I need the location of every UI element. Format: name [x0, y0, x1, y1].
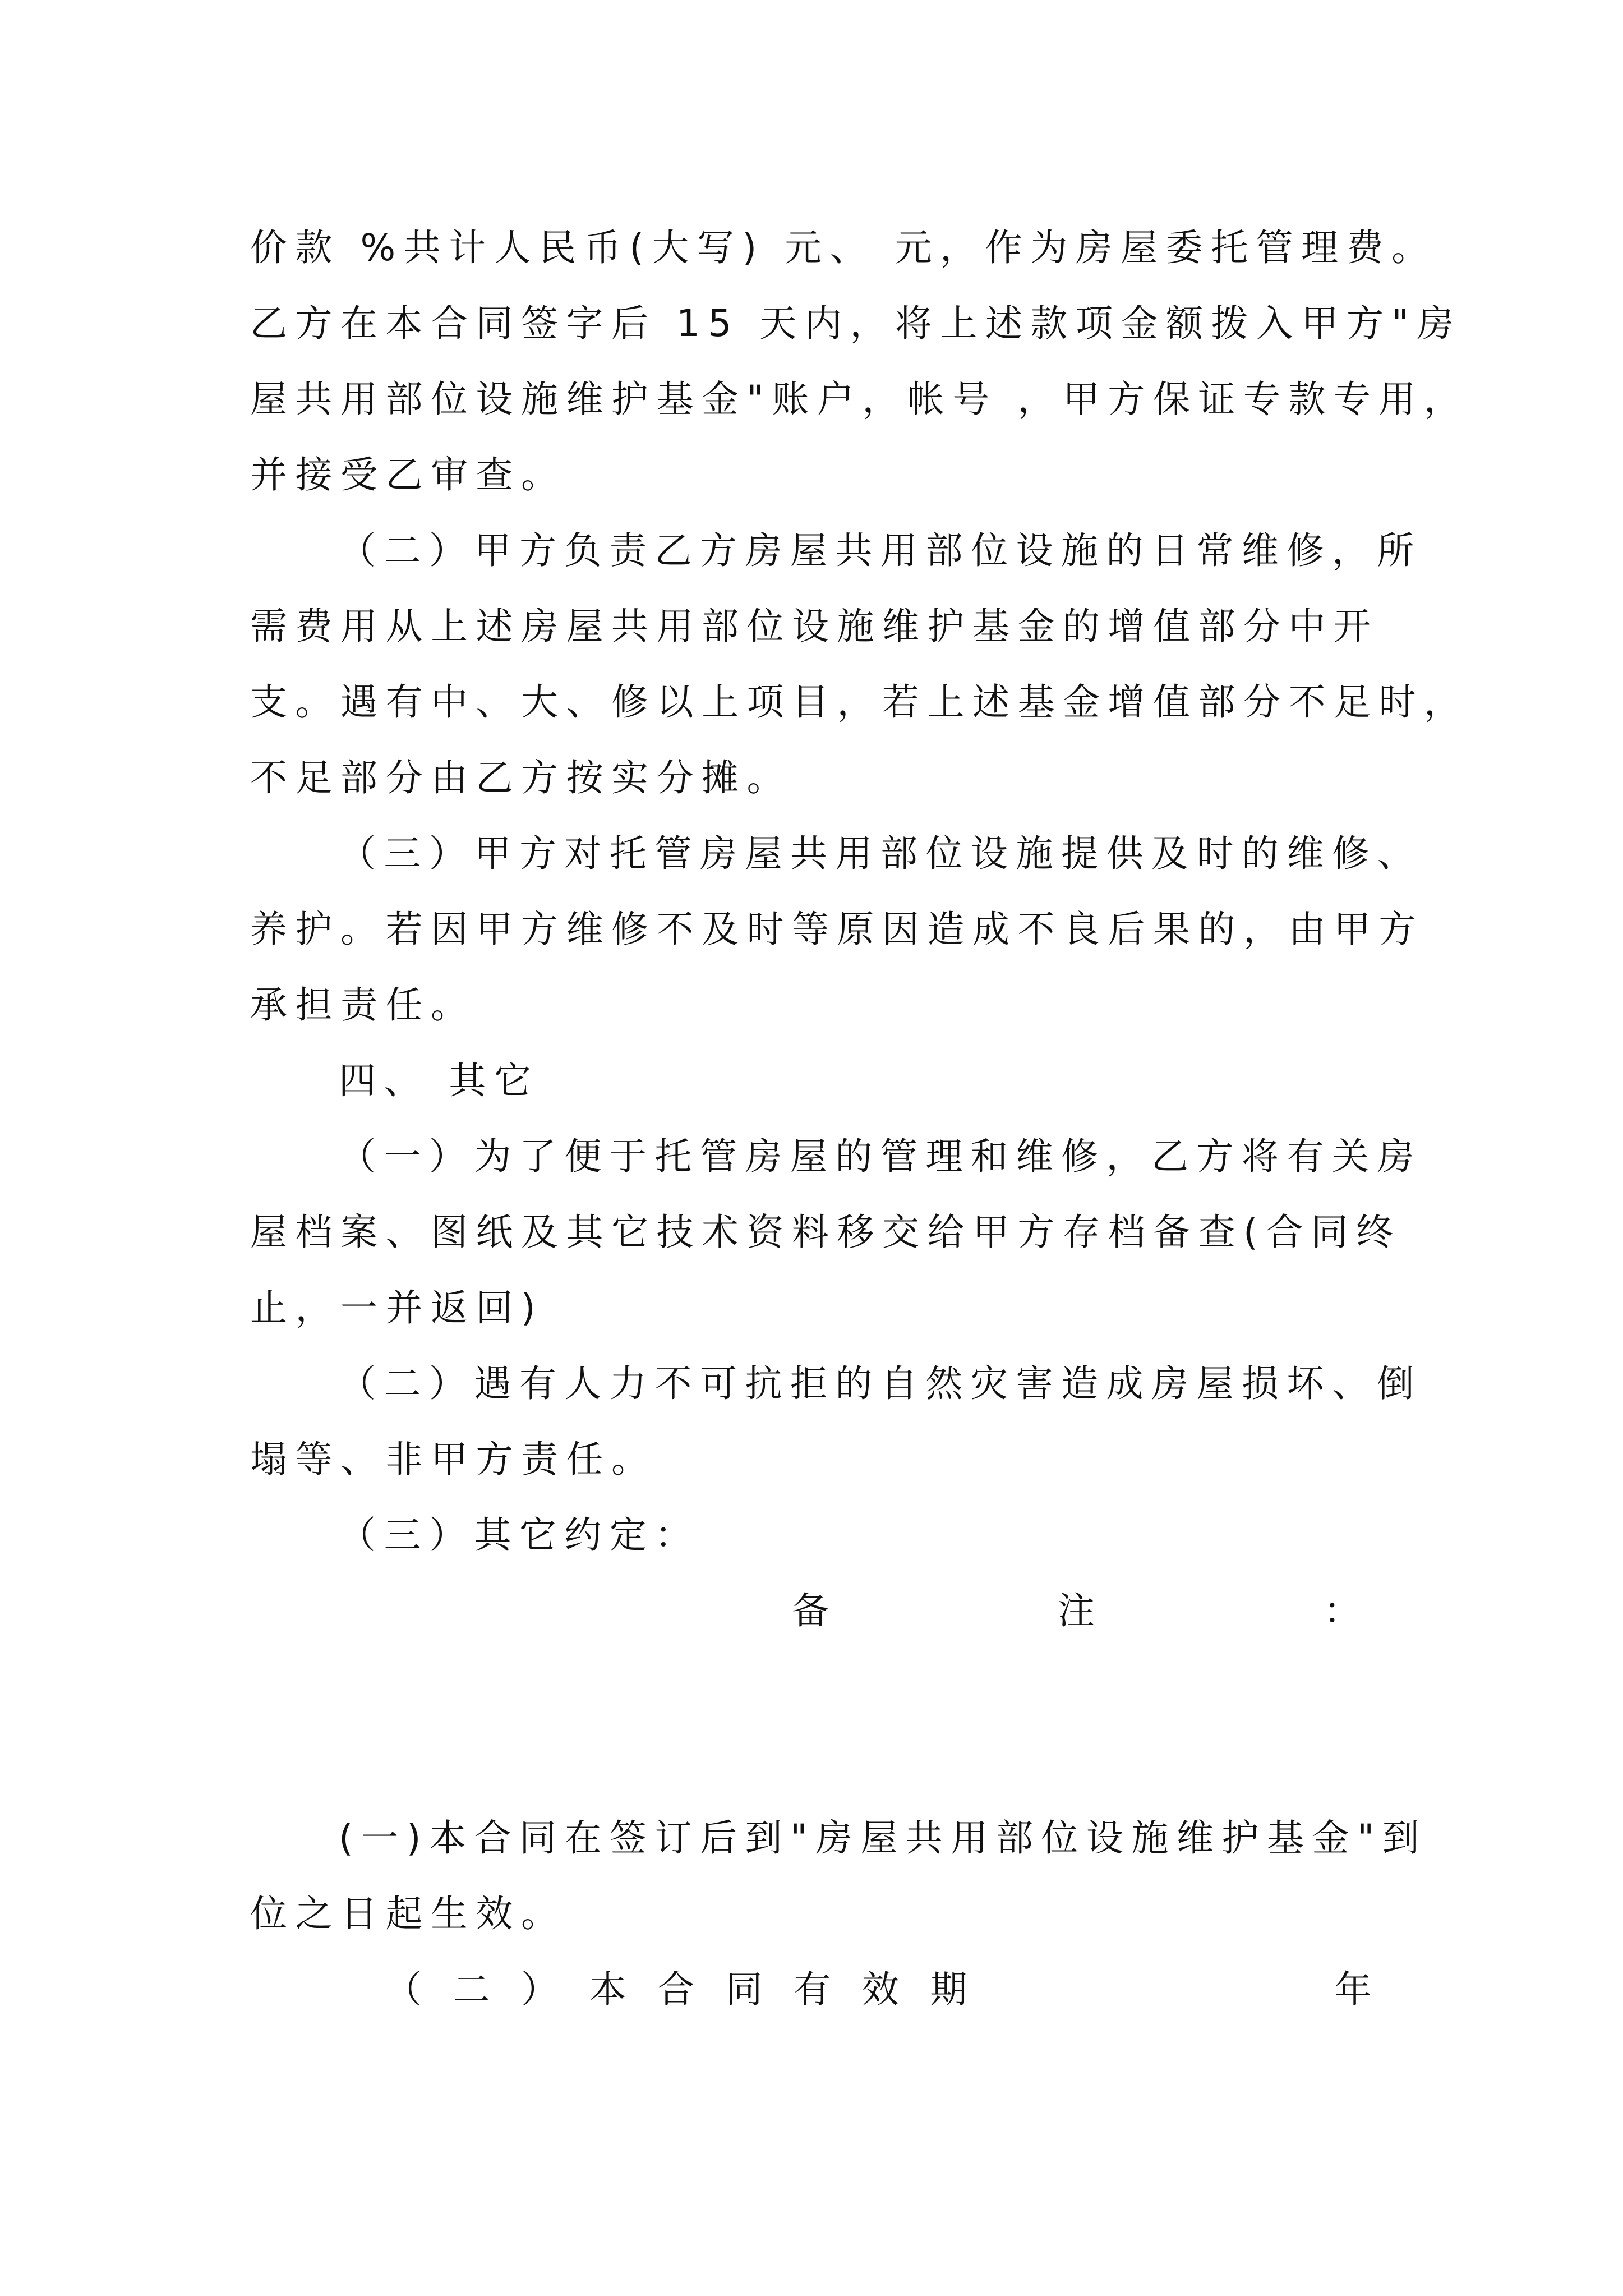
term-line — [385, 1967, 1372, 2012]
text-line: （三）其它约定： — [339, 1513, 700, 1557]
term-char: 合 — [657, 1968, 695, 2011]
text-line: （二）甲方负责乙方房屋共用部位设施的日常维修，所 — [339, 529, 1422, 572]
term-char: 同 — [725, 1968, 763, 2011]
text-line: 屋共用部位设施维护基金"账户，帐号 ，甲方保证专款专用， — [250, 378, 1469, 421]
text-line: （一）为了便于托管房屋的管理和维修，乙方将有关房 — [339, 1135, 1422, 1178]
text-line: （三）甲方对托管房屋共用部位设施提供及时的维修、 — [339, 832, 1422, 875]
remark-char: 备 — [792, 1589, 829, 1632]
text-line: 塌等、非甲方责任。 — [250, 1438, 657, 1481]
text-line: 乙方在本合同签字后 15 天内，将上述款项金额拨入甲方"房 — [250, 302, 1462, 345]
text-line: 并接受乙审查。 — [250, 453, 566, 496]
term-char: 二 — [453, 1968, 490, 2011]
remark-char: 注 — [1058, 1589, 1095, 1632]
text-line: (一)本合同在签订后到"房屋共用部位设施维护基金"到 — [339, 1816, 1428, 1860]
text-line: 需费用从上述房屋共用部位设施维护基金的增值部分中开 — [250, 605, 1379, 648]
text-line: 承担责任。 — [250, 983, 476, 1027]
remark-char: ： — [1324, 1589, 1361, 1632]
text-line: 支。遇有中、大、修以上项目，若上述基金增值部分不足时， — [250, 680, 1469, 724]
remark-line — [792, 1589, 1361, 1634]
term-char: ） — [521, 1968, 559, 2011]
text-line: （二）遇有人力不可抗拒的自然灾害造成房屋损坏、倒 — [339, 1362, 1422, 1405]
text-line: 止，一并返回) — [250, 1286, 544, 1329]
text-line: 屋档案、图纸及其它技术资料移交给甲方存档备查(合同终 — [250, 1211, 1401, 1254]
text-line: 养护。若因甲方维修不及时等原因造成不良后果的，由甲方 — [250, 908, 1424, 951]
text-line: 价款 %共计人民币(大写) 元、 元，作为房屋委托管理费。 — [250, 226, 1437, 269]
term-char: 效 — [861, 1968, 899, 2011]
term-char: （ — [385, 1968, 422, 2011]
section-heading: 四、 其它 — [339, 1059, 540, 1102]
term-char: 期 — [930, 1968, 967, 2011]
text-line: 不足部分由乙方按实分摊。 — [250, 756, 792, 799]
term-char: 本 — [589, 1968, 626, 2011]
term-char: 有 — [794, 1968, 831, 2011]
term-char: 年 — [1334, 1968, 1372, 2011]
text-line: 位之日起生效。 — [250, 1892, 566, 1935]
